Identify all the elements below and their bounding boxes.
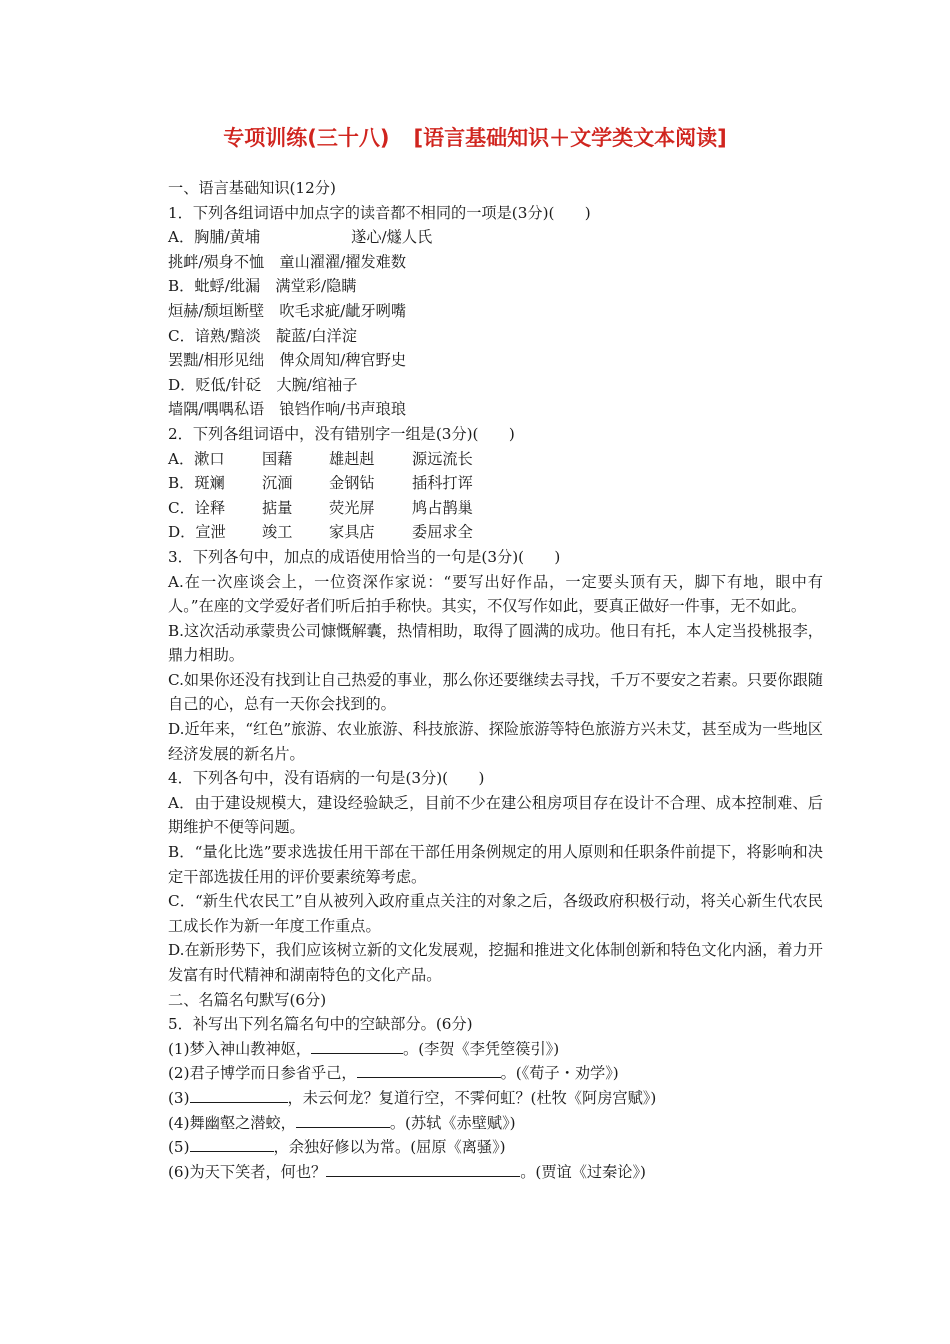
q5-item-3-source: ，未云何龙？复道行空，不霁何虹？(杜牧《阿房宫赋》) xyxy=(287,1088,657,1107)
q1-option-d-line2: 墙隅/喁喁私语 锒铛作响/书声琅琅 xyxy=(168,400,407,419)
q5-item-2-source: 。(《荀子・劝学》) xyxy=(500,1064,619,1083)
q5-item-2 xyxy=(168,1061,823,1086)
q1-option-a-line1: A．胸脯/黄埔 遂心/燧人氏 xyxy=(168,228,433,247)
q2-b-word4: 插科打诨 xyxy=(412,474,473,493)
q5-item-1-source: 。(李贺《李凭箜篌引》) xyxy=(403,1039,560,1058)
q5-item-1 xyxy=(168,1037,823,1062)
q2-d-word4: 委屈求全 xyxy=(412,523,473,542)
title-part-2: [语言基础知识＋文学类文本阅读] xyxy=(413,126,727,150)
q5-item-6-blank[interactable] xyxy=(326,1162,520,1177)
q1-option-c-line1: C．谙熟/黯淡 靛蓝/白洋淀 xyxy=(168,326,357,345)
q4-option-d-text: D.在新形势下，我们应该树立新的文化发展观，挖掘和推进文化体制创新和特色文化内涵，着力开发富有时代精神和湖南特色的文化产品。 xyxy=(168,941,823,984)
q1-option-c-line2: 罢黜/相形见绌 俾众周知/稗官野史 xyxy=(168,351,407,370)
q2-a-word2: 国藉 xyxy=(262,449,293,468)
q3-option-d xyxy=(168,717,823,766)
q5-item-2-text: (2)君子博学而日参省乎己， xyxy=(168,1064,357,1083)
q3-option-d-text: D.近年来，“红色”旅游、农业旅游、科技旅游、探险旅游等特色旅游方兴未艾，甚至成为一些地区经济发展的新名片。 xyxy=(168,720,823,763)
q5-item-3-text: (3) xyxy=(168,1088,190,1107)
q5-item-2-blank[interactable] xyxy=(357,1063,501,1078)
q2-stem: 2．下列各组词语中，没有错别字一组是(3分)( ) xyxy=(168,424,515,443)
document-title xyxy=(0,122,950,152)
q2-b-word1: B．斑斓 xyxy=(168,474,225,493)
q5-item-6 xyxy=(168,1160,823,1185)
q5-item-4-source: 。(苏轼《赤壁赋》) xyxy=(389,1113,516,1132)
q4-option-c xyxy=(168,889,823,938)
q5-item-6-text: (6)为天下笑者，何也？ xyxy=(168,1162,327,1181)
q3-stem: 3．下列各句中，加点的成语使用恰当的一句是(3分)( ) xyxy=(168,547,561,566)
q2-option-b xyxy=(168,471,823,496)
q3-option-b-text: B.这次活动承蒙贵公司慷慨解囊，热情相助，取得了圆满的成功。他日有托，本人定当投桃报李，鼎力相助。 xyxy=(168,621,823,665)
q3-option-a xyxy=(168,570,823,619)
q2-option-a xyxy=(168,447,823,472)
title-part-1: 专项训练(三十八) xyxy=(223,126,390,150)
q5-item-1-blank[interactable] xyxy=(311,1039,403,1054)
q3-option-c xyxy=(168,668,823,717)
q2-b-word2: 沉湎 xyxy=(262,474,293,493)
q5-item-4-blank[interactable] xyxy=(296,1113,390,1128)
q2-a-word1: A．漱口 xyxy=(168,449,225,468)
q5-item-4-text: (4)舞幽壑之潜蛟， xyxy=(168,1113,296,1132)
document-body xyxy=(168,176,823,1184)
q1-option-b-line2: 烜赫/颓垣断壁 吹毛求疵/龇牙咧嘴 xyxy=(168,301,407,320)
q2-option-d xyxy=(168,520,823,545)
q1-option-a-line2: 挑衅/殒身不恤 童山濯濯/擢发难数 xyxy=(168,252,407,271)
q1-option-d-line1: D．贬低/针砭 大腕/绾袖子 xyxy=(168,375,358,394)
q4-option-b xyxy=(168,840,823,889)
q2-c-word1: C．诠释 xyxy=(168,498,226,517)
q3-option-b xyxy=(168,619,823,668)
q2-d-word3: 家具店 xyxy=(329,523,375,542)
q4-option-b-text: B．“量化比选”要求选拔任用干部在干部任用条例规定的用人原则和任职条件前提下，将影响和决定干部选拔任用的评价要素统筹考虑。 xyxy=(168,843,823,886)
q2-d-word1: D．宣泄 xyxy=(168,523,226,542)
q3-option-a-text: A.在一次座谈会上，一位资深作家说：“要写出好作品，一定要头顶有天，脚下有地，眼中有人。”在座的文学爱好者们听后拍手称快。其实，不仅写作如此，要真正做好一件事，无不如此。 xyxy=(168,572,823,616)
q5-item-3 xyxy=(168,1086,823,1111)
q5-item-6-source: 。(贾谊《过秦论》) xyxy=(520,1162,646,1181)
q1-option-b-line1: B．蚍蜉/纰漏 满堂彩/隐瞒 xyxy=(168,277,357,296)
q2-option-c xyxy=(168,496,823,521)
q2-c-word4: 鸠占鹊巢 xyxy=(412,498,473,517)
q5-item-1-text: (1)梦入神山教神妪， xyxy=(168,1039,312,1058)
q3-option-c-text: C.如果你还没有找到让自己热爱的事业，那么你还要继续去寻找，千万不要安之若素。只要你跟随自己的心，总有一天你会找到的。 xyxy=(168,670,823,714)
q2-c-word2: 掂量 xyxy=(262,498,293,517)
q5-item-5 xyxy=(168,1135,823,1160)
q4-option-a xyxy=(168,791,823,840)
q2-b-word3: 金钢钻 xyxy=(329,474,375,493)
section-heading-1: 一、语言基础知识(12分) xyxy=(168,179,336,197)
q5-stem: 5．补写出下列名篇名句中的空缺部分。(6分) xyxy=(168,1015,473,1034)
q2-a-word4: 源远流长 xyxy=(412,449,473,468)
q4-stem: 4．下列各句中，没有语病的一句是(3分)( ) xyxy=(168,769,485,788)
q5-item-5-blank[interactable] xyxy=(190,1137,274,1152)
q4-option-d xyxy=(168,938,823,987)
q5-item-5-text: (5) xyxy=(168,1138,190,1157)
q2-a-word3: 雄赳赳 xyxy=(329,449,375,468)
q5-item-5-source: ，余独好修以为常。(屈原《离骚》) xyxy=(273,1138,506,1157)
q4-option-a-text: A．由于建设规模大，建设经验缺乏，目前不少在建公租房项目存在设计不合理、成本控制难、后期维护不便等问题。 xyxy=(168,793,823,837)
q5-item-4 xyxy=(168,1111,823,1136)
q1-stem: 1．下列各组词语中加点字的读音都不相同的一项是(3分)( ) xyxy=(168,203,591,222)
q4-option-c-text: C．“新生代农民工”自从被列入政府重点关注的对象之后，各级政府积极行动，将关心新生代农民工成长作为新一年度工作重点。 xyxy=(168,892,823,935)
q5-item-3-blank[interactable] xyxy=(190,1088,288,1103)
section-heading-2: 二、名篇名句默写(6分) xyxy=(168,990,327,1009)
q2-c-word3: 荧光屏 xyxy=(329,498,375,517)
q2-d-word2: 竣工 xyxy=(262,523,293,542)
